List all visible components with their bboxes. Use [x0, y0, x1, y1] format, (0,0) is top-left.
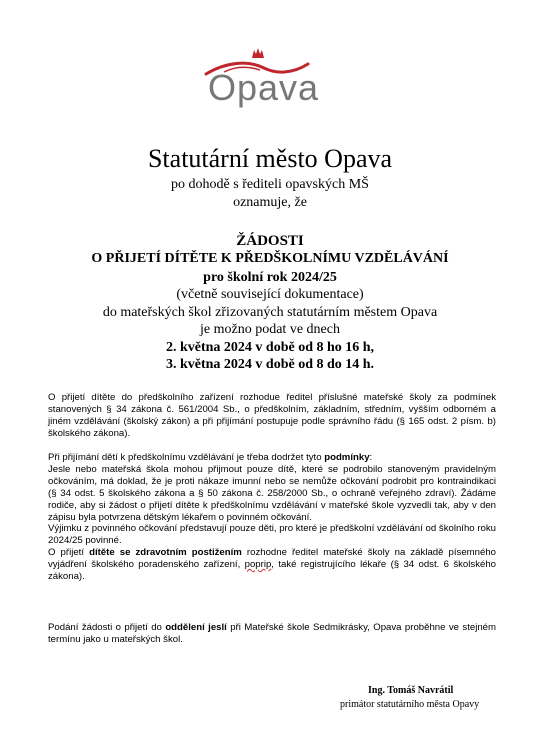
signatory-role: primátor statutárního města Opavy — [340, 699, 480, 710]
subtitle-line-1: po dohodě s řediteli opavských MŠ — [171, 177, 369, 192]
city-logo — [196, 44, 320, 112]
nursery-text — [48, 622, 496, 646]
paragraph-nursery — [48, 622, 496, 646]
date-line-2: 3. května 2024 v době od 8 do 14 h. — [165, 357, 375, 372]
paragraph-admission — [48, 392, 496, 440]
date-line-1: 2. května 2024 v době od 8 ho 16 h, — [165, 340, 375, 355]
disability-text-2: rozhodne ředitel mateřské školy na základě písemného vyjádření školského poradenského zařízení, — [48, 547, 496, 571]
vaccination-text: Jesle nebo mateřská škola mohou přijmout pouze dítě, které se podrobilo stanoveným pravidelným očkováním, má doklad, že je proti nákaze imunní nebo se nemůže očkování podrobit pro kontraindikaci (§ 34 odst. 5 školského zákona a § 50 zákona č. 258/2000 Sb., o ochraně veřejného zdraví). Žádáme rodiče, aby si žádost o přijetí dítěte k předškolnímu vzdělávání v mateřské škole vyzvedli tak, aby v den zápisu byla potvrzena dětským lékařem o povinném očkování. — [48, 463, 496, 523]
dates-intro: je možno podat ve dnech — [200, 322, 340, 337]
nursery-text-bold: oddělení jeslí — [165, 622, 227, 633]
documentation-note: (včetně související dokumentace) — [176, 287, 364, 302]
nursery-text-1: Podání žádosti o přijetí do — [48, 622, 166, 633]
announcement-heading: ŽÁDOSTI — [236, 233, 304, 249]
page-title: Statutární město Opava — [147, 144, 393, 173]
conditions-intro — [48, 452, 496, 464]
disability-text-3: , také registrujícího lékaře (§ 34 odst. 6 školského zákona). — [48, 559, 496, 583]
conditions-intro-bold: podmínky — [324, 452, 370, 463]
disability-text — [48, 547, 496, 583]
disability-text-bold: dítěte se zdravotním postižením — [89, 547, 242, 559]
announcement-subheading: O PŘIJETÍ DÍTĚTE K PŘEDŠKOLNÍMU VZDĚLÁVÁNÍ — [91, 251, 449, 266]
schools-line: do mateřských škol zřizovaných statutárním městem Opava — [102, 305, 438, 320]
conditions-intro-end: : — [369, 452, 373, 463]
logo-wordmark: Opava — [208, 67, 320, 108]
paragraph-conditions — [48, 452, 496, 583]
nursery-text-2: při Mateřské škole Sedmikrásky, Opava proběhne ve stejném termínu jako u mateřských škol. — [48, 622, 497, 645]
vaccination-exception: Výjimku z povinného očkování představují pouze děti, pro které je předškolní vzdělávání od školního roku 2024/25 povinné. — [48, 523, 496, 547]
subtitle-line-2: oznamuje, že — [233, 195, 307, 210]
disability-text-typo: poprip — [244, 559, 272, 571]
paragraph-admission-text: O přijetí dítěte do předškolního zařízení rozhodue ředitel příslušné mateřské školy za podmínek stanovených § 34 zákona č. 561/2004 Sb., o předškolním, základním, středním, vyšším odborném a jiném vzdělávání (školský zákon) a při přijímání postupuje podle správního řádu (§ 165 odst. 2 písm. b) školského zákona). — [48, 392, 496, 439]
signatory-name: Ing. Tomáš Navrátil — [368, 685, 454, 696]
conditions-intro-text: Při přijímání dětí k předškolnímu vzdělávání je třeba dodržet tyto — [48, 452, 325, 463]
school-year: pro školní rok 2024/25 — [203, 270, 337, 285]
disability-text-1: O přijetí — [48, 547, 90, 559]
